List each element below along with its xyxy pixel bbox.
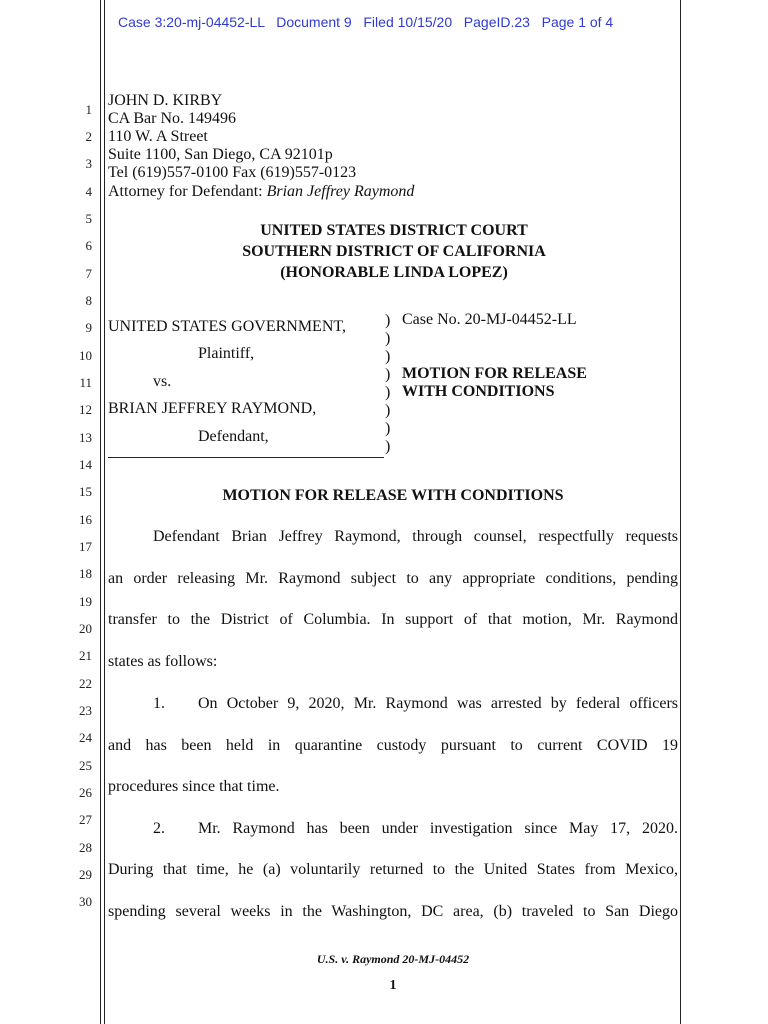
attorney-for-label: Attorney for Defendant:: [108, 183, 267, 200]
caption-paren: ): [385, 312, 391, 329]
case-number: Case No. 20-MJ-04452-LL: [402, 311, 577, 328]
court-district: SOUTHERN DISTRICT OF CALIFORNIA: [242, 243, 546, 260]
line-number: 12: [79, 402, 92, 417]
caption-paren: ): [385, 348, 391, 365]
paragraph-line: Mr. Raymond has been under investigation since May 17, 2020.: [198, 820, 678, 837]
plaintiff-name: UNITED STATES GOVERNMENT,: [108, 318, 346, 335]
line-number: 30: [79, 894, 92, 909]
line-number: 7: [85, 266, 92, 281]
line-number: 23: [79, 703, 92, 718]
paragraph-number: 1.: [153, 695, 165, 712]
right-margin-rule: [680, 0, 681, 1024]
line-number: 9: [85, 320, 92, 335]
attorney-client: Brian Jeffrey Raymond: [266, 183, 415, 200]
line-number: 15: [79, 484, 92, 499]
court-judge: (HONORABLE LINDA LOPEZ): [280, 264, 508, 281]
attorney-name: JOHN D. KIRBY: [108, 92, 223, 109]
footer-short-title: U.S. v. Raymond 20-MJ-04452: [316, 952, 470, 966]
line-number: 14: [79, 457, 92, 472]
attorney-for-line: [108, 183, 414, 201]
paragraph-line: and has been held in quarantine custody pursuant to current COVID 19: [108, 737, 678, 754]
paragraph-line: an order releasing Mr. Raymond subject to any appropriate conditions, pending: [108, 570, 678, 587]
line-number: 24: [79, 730, 92, 745]
line-number: 11: [79, 375, 92, 390]
document-title-line-2: WITH CONDITIONS: [402, 383, 555, 400]
caption-underline: [108, 457, 384, 458]
paragraph-line: On October 9, 2020, Mr. Raymond was arrested by federal officers: [198, 695, 678, 712]
paragraph-line: transfer to the District of Columbia. In support of that motion, Mr. Raymond: [108, 611, 678, 628]
defendant-role: Defendant,: [198, 428, 269, 445]
paragraph-line: states as follows:: [108, 653, 218, 670]
line-number: 1: [85, 102, 92, 117]
line-number: 28: [79, 840, 92, 855]
court-name: UNITED STATES DISTRICT COURT: [260, 222, 528, 239]
motion-heading: MOTION FOR RELEASE WITH CONDITIONS: [222, 487, 564, 504]
attorney-suite: Suite 1100, San Diego, CA 92101p: [108, 146, 333, 163]
line-number: 10: [79, 348, 92, 363]
line-number: 4: [85, 184, 92, 199]
left-margin-rule-outer: [100, 0, 101, 1024]
caption-paren: ): [385, 330, 391, 347]
line-number: 6: [85, 238, 92, 253]
paragraph-line: Defendant Brian Jeffrey Raymond, through counsel, respectfully requests: [153, 528, 678, 545]
defendant-name: BRIAN JEFFREY RAYMOND,: [108, 400, 317, 417]
line-number: 13: [79, 430, 92, 445]
line-number: 17: [79, 539, 92, 554]
attorney-phone: Tel (619)557-0100 Fax (619)557-0123: [108, 164, 357, 181]
line-number: 22: [79, 676, 92, 691]
document-title-line-1: MOTION FOR RELEASE: [402, 365, 587, 382]
filing-stamp: Case 3:20-mj-04452-LL Document 9 Filed 10/15/20 PageID.23 Page 1 of 4: [118, 14, 614, 30]
line-number: 25: [79, 758, 92, 773]
line-number: 8: [85, 293, 92, 308]
paragraph-line: spending several weeks in the Washington, DC area, (b) traveled to San Diego: [108, 903, 678, 920]
caption-paren: ): [385, 438, 391, 455]
paragraph-line: procedures since that time.: [108, 778, 280, 795]
line-number: 27: [79, 812, 92, 827]
line-number: 5: [85, 211, 92, 226]
paragraph-line: During that time, he (a) voluntarily returned to the United States from Mexico,: [108, 861, 678, 878]
caption-paren: ): [385, 366, 391, 383]
caption-paren: ): [385, 420, 391, 437]
line-number: 26: [79, 785, 92, 800]
line-number: 16: [79, 512, 92, 527]
plaintiff-role: Plaintiff,: [198, 345, 255, 362]
line-number: 20: [79, 621, 92, 636]
attorney-bar-number: CA Bar No. 149496: [108, 110, 236, 127]
page-number: 1: [389, 978, 397, 993]
caption-paren: ): [385, 402, 391, 419]
caption-paren: ): [385, 384, 391, 401]
line-number: 19: [79, 594, 92, 609]
line-number: 21: [79, 648, 92, 663]
line-number: 2: [85, 129, 92, 144]
paragraph-number: 2.: [153, 820, 165, 837]
versus: vs.: [153, 373, 172, 390]
attorney-street: 110 W. A Street: [108, 128, 208, 145]
line-number: 3: [85, 156, 92, 171]
line-number: 29: [79, 867, 92, 882]
line-number: 18: [79, 566, 92, 581]
left-margin-rule-inner: [104, 0, 105, 1024]
